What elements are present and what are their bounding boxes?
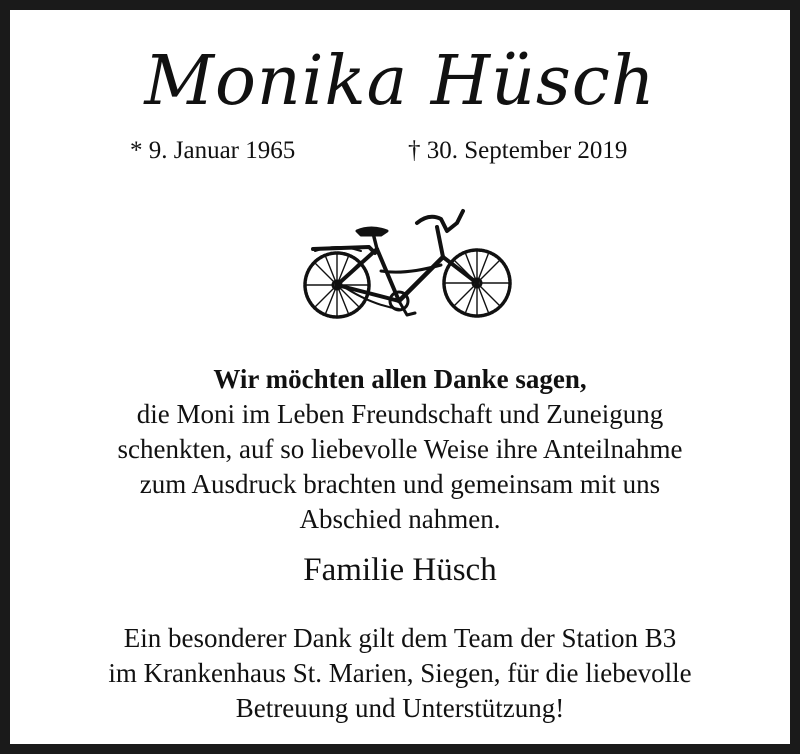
- birth-date: * 9. Januar 1965: [130, 137, 296, 164]
- special-thanks: [10, 621, 790, 726]
- thanks-line: zum Ausdruck brachten und gemeinsam mit uns: [139, 469, 661, 499]
- family-signature: Familie Hüsch: [303, 552, 497, 588]
- bicycle-illustration: [295, 205, 515, 325]
- thanks-message: [10, 362, 790, 537]
- thanks-line: schenkten, auf so liebevolle Weise ihre Anteilnahme: [117, 434, 683, 464]
- thanks-heading: Wir möchten allen Danke sagen,: [213, 364, 587, 394]
- death-date: † 30. September 2019: [408, 137, 628, 164]
- thanks-line: Abschied nahmen.: [299, 504, 501, 534]
- special-thanks-line: Betreuung und Unterstützung!: [235, 693, 565, 723]
- thanks-line: die Moni im Leben Freundschaft und Zuneigung: [136, 399, 664, 429]
- deceased-name: Monika Hüsch: [144, 42, 656, 121]
- special-thanks-line: Ein besonderer Dank gilt dem Team der Station B3: [123, 623, 677, 653]
- life-dates: [10, 136, 790, 166]
- special-thanks-line: im Krankenhaus St. Marien, Siegen, für die liebevolle: [108, 658, 692, 688]
